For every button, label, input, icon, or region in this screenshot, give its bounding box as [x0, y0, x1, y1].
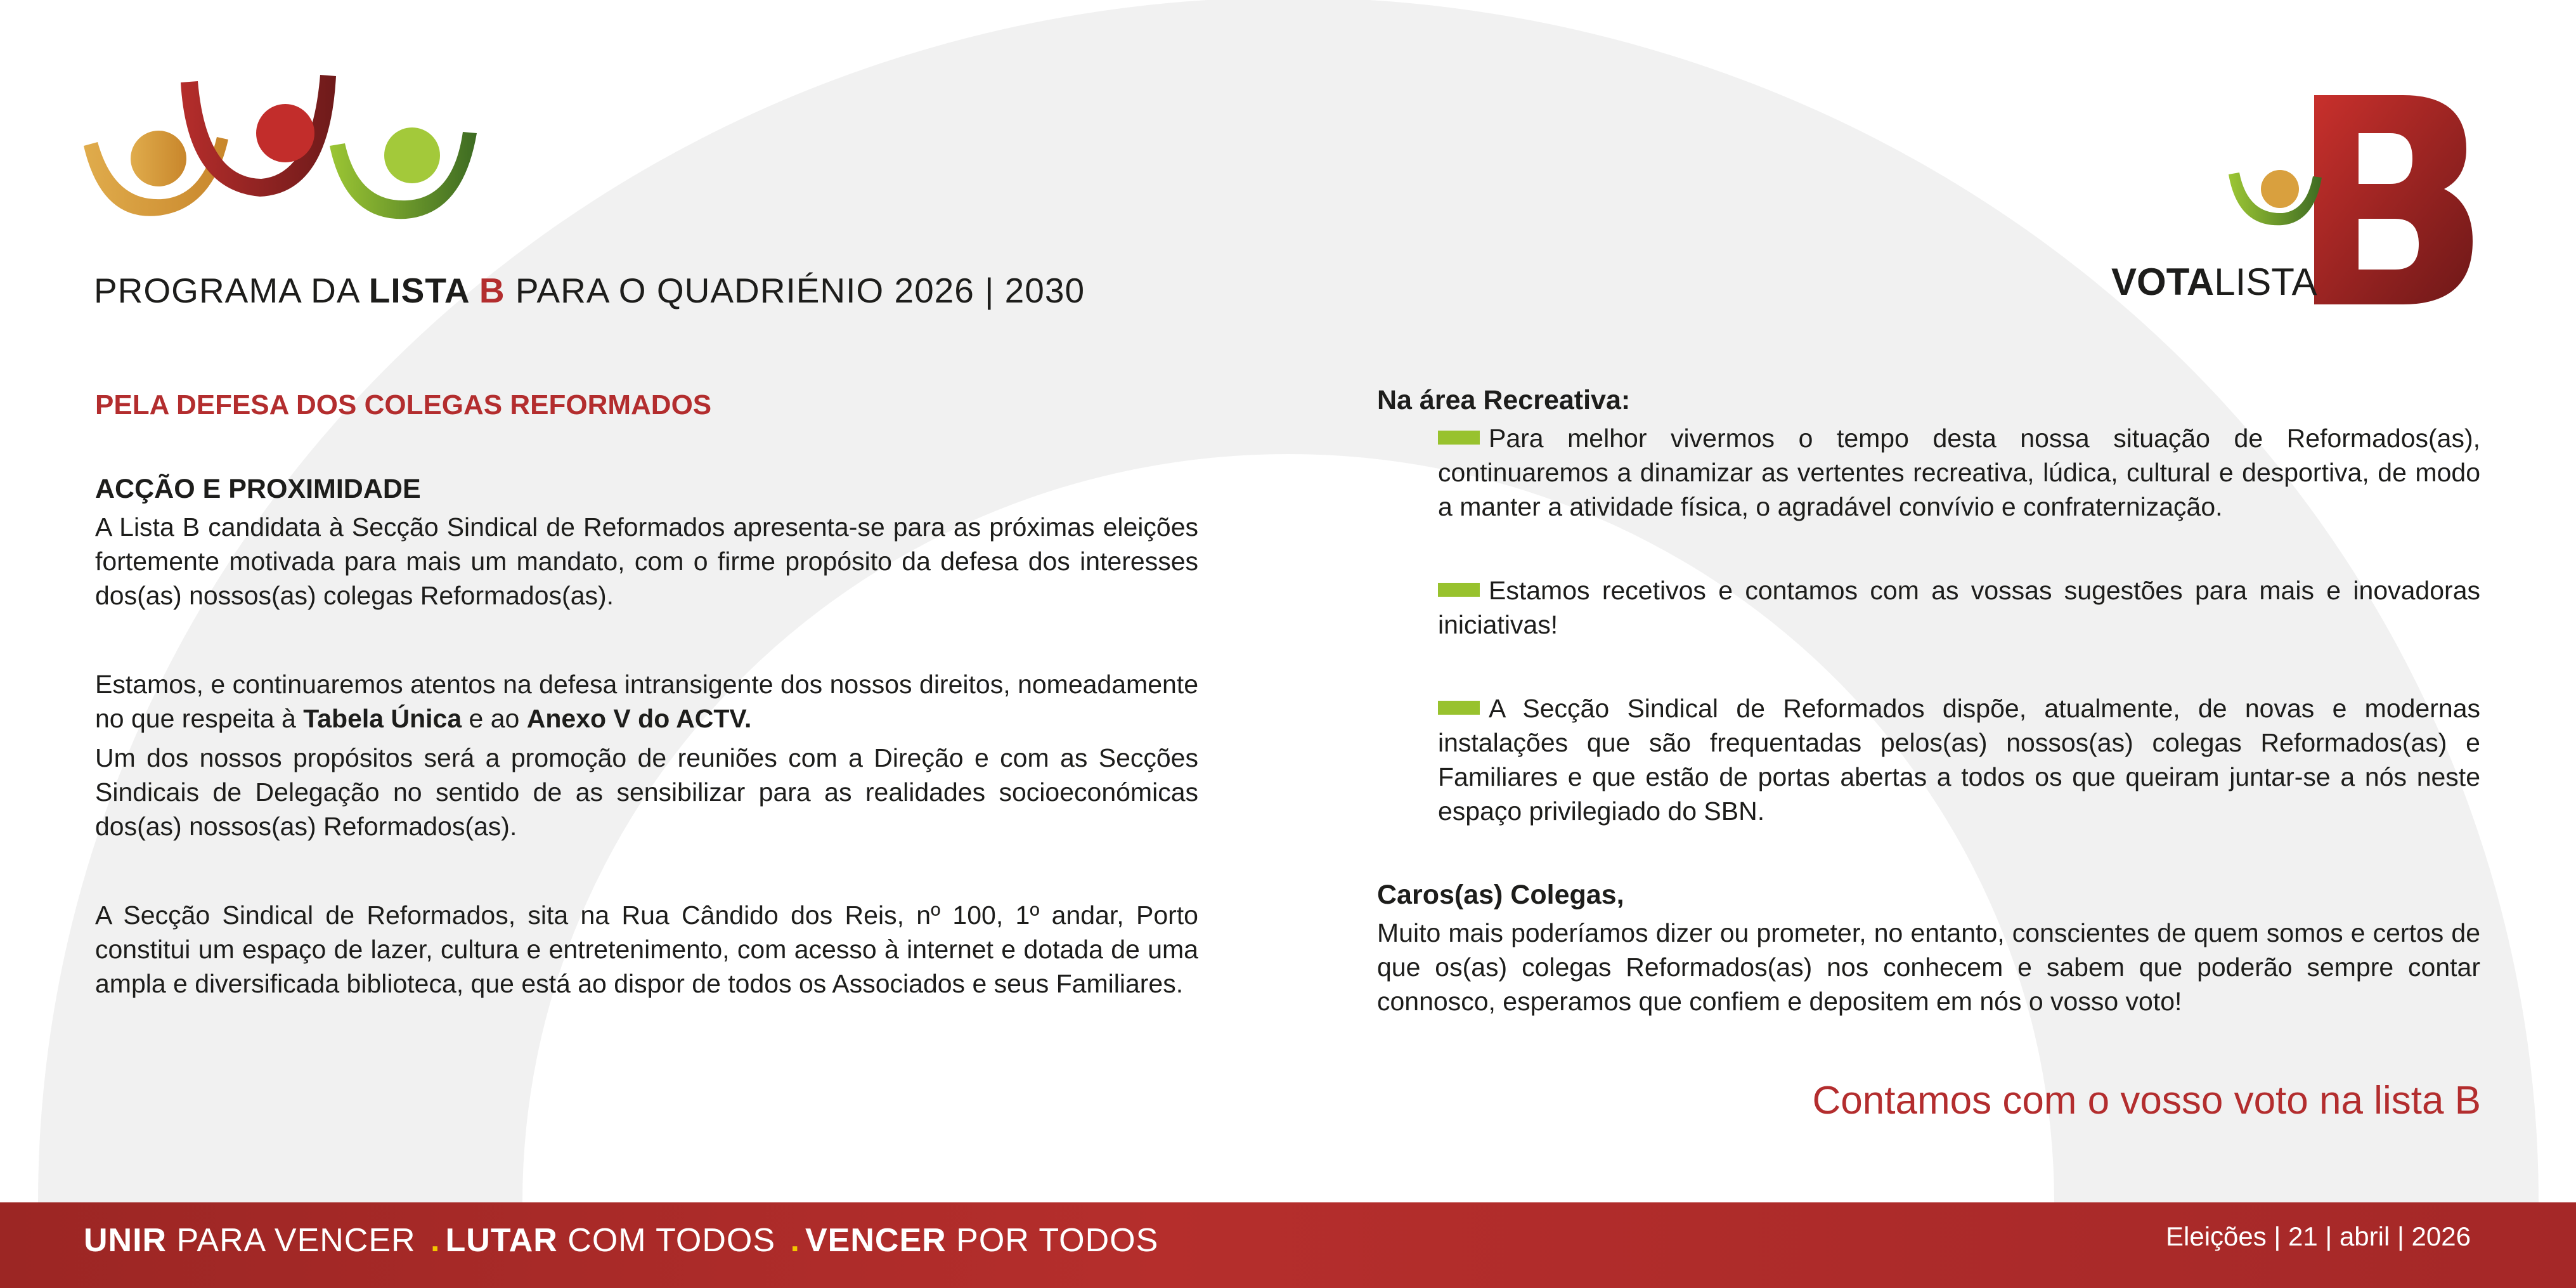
recreational-title: Na área Recreativa:	[1377, 385, 1631, 415]
greeting: Caros(as) Colegas,	[1377, 880, 1624, 910]
paragraph-meetings: Um dos nossos propósitos será a promoção de reuniões com a Direção e com as Secções Sindicais de Delegação no sentido de as sensibilizar para as realidades socioeconómicas dos(as) nossos(as) Reformados(as).	[95, 743, 1198, 841]
footer-slogan: UNIR PARA VENCER . LUTAR COM TODOS . VENCER POR TODOS	[84, 1222, 1159, 1259]
program-title: PROGRAMA DA LISTA B PARA O QUADRIÉNIO 2026 | 2030	[94, 271, 1085, 310]
paragraph-location: A Secção Sindical de Reformados, sita na Rua Cândido dos Reis, nº 100, 1º andar, Porto constitui um espaço de lazer, cultura e entretenimento, com acesso à internet e dotada de uma ampla e diversificada biblioteca, que está ao dispor de todos os Associados e seus Familiares.	[95, 901, 1198, 998]
union-people-logo	[76, 63, 482, 235]
election-date: Eleições | 21 | abril | 2026	[2165, 1221, 2471, 1251]
paragraph-rights: Estamos, e continuaremos atentos na defesa intransigente dos nossos direitos, nomeadamente no que respeita à Tabela Única e ao Anexo V do ACTV.	[95, 670, 1198, 733]
paragraph-intro: A Lista B candidata à Secção Sindical de Reformados apresenta-se para as próximas eleições fortemente motivada para mais um mandato, com o firme propósito da defesa dos interesses dos(as) nossos(as) colegas Reformados(as).	[95, 512, 1198, 610]
bullet-item: Para melhor vivermos o tempo desta nossa situação de Reformados(as), continuaremos a dinamizar as vertentes recreativa, lúdica, cultural e desportiva, de modo a manter a atividade física, o agradável convívio e confraternização.	[1438, 424, 2480, 521]
green-bar-bullet-icon	[1438, 431, 1480, 445]
subsection-title: ACÇÃO E PROXIMIDADE	[95, 474, 421, 504]
vota-lista-b-logo	[2092, 89, 2485, 317]
bullet-item: Estamos recetivos e contamos com as vossas sugestões para mais e inovadoras iniciativas!	[1438, 576, 2480, 639]
left-column	[95, 388, 1198, 1055]
bullet-item: A Secção Sindical de Reformados dispõe, atualmente, de novas e modernas instalações que são frequentadas pelos(as) nossos(as) colegas Reformados(as) e Familiares e que estão de portas abertas a todos os que queiram juntar-se a nós neste espaço privilegiado do SBN.	[1438, 694, 2480, 826]
call-to-action: Contamos com o vosso voto na lista B	[1812, 1079, 2481, 1122]
green-bar-bullet-icon	[1438, 583, 1480, 597]
green-bar-bullet-icon	[1438, 701, 1480, 715]
closing-paragraph: Muito mais poderíamos dizer ou prometer, no entanto, conscientes de quem somos e certos de que os(as) colegas Reformados(as) nos conhecem e sabem que poderão sempre contar connosco, esperamos que confiem e depositem em nós o vosso voto!	[1377, 918, 2480, 1016]
section-title: PELA DEFESA DOS COLEGAS REFORMADOS	[95, 389, 712, 420]
footer-bar	[0, 1202, 2576, 1288]
right-column	[1377, 383, 2480, 1073]
vota-lista-wordmark: VOTALISTA	[2111, 261, 2317, 303]
